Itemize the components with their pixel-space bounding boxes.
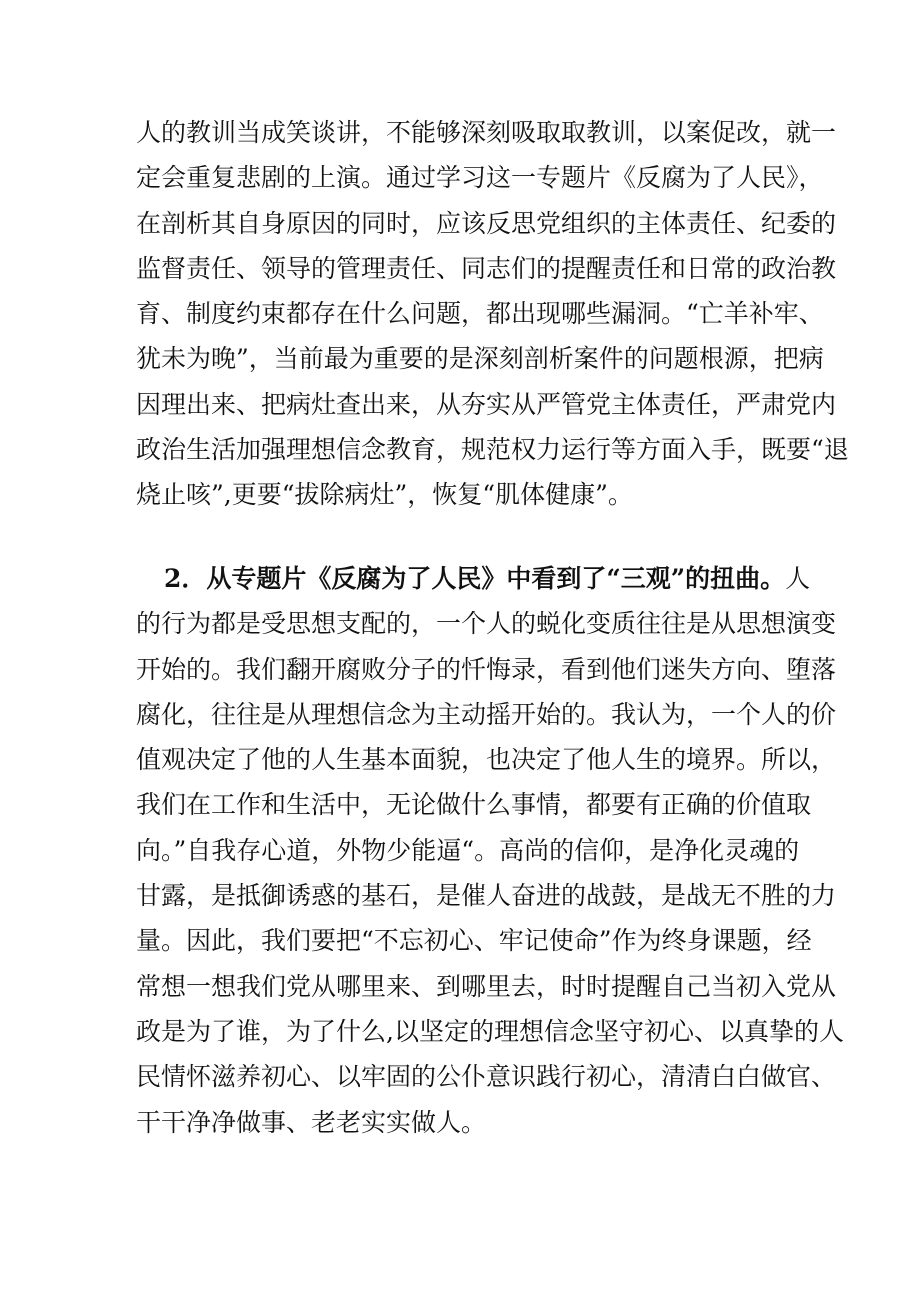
text-line: 烧止咳”,更要“拔除病灶”，恢复“肌体健康”。 xyxy=(136,480,633,510)
text-line: 定会重复悲剧的上演。通过学习这一专题片《反腐为了人民》， xyxy=(136,163,824,193)
text-line: 政治生活加强理想信念教育，规范权力运行等方面入手，既要“退 xyxy=(136,435,849,465)
text-line: 我们在工作和生活中，无论做什么事情，都要有正确的价值取 xyxy=(136,790,812,820)
paragraph-1 xyxy=(136,110,849,518)
paragraph-2 xyxy=(136,556,844,1145)
text-line: 开始的。我们翻开腐败分子的忏悔录，看到他们迷失方向、堕落 xyxy=(136,654,837,684)
text-line: 腐化，往往是从理想信念为主动摇开始的。我认为，一个人的价 xyxy=(136,699,837,729)
text-line: 干干净净做事、老老实实做人。 xyxy=(136,1107,487,1137)
paragraph-2-first-line xyxy=(136,556,811,601)
text-line: 监督责任、领导的管理责任、同志们的提醒责任和日常的政治教 xyxy=(136,253,837,283)
text-line: 育、制度约束都存在什么问题，都出现哪些漏洞。“亡羊补牢、 xyxy=(136,299,824,329)
text-line: 向。”自我存心道，外物少能逼“。高尚的信仰，是净化灵魂的 xyxy=(136,835,800,865)
text-line: 民情怀滋养初心、以牢固的公仆意识践行初心，清清白白做官、 xyxy=(136,1062,837,1092)
text-line: 常想一想我们党从哪里来、到哪里去，时时提醒自己当初入党从 xyxy=(136,971,837,1001)
text-line: 政是为了谁，为了什么,以坚定的理想信念坚守初心、以真挚的人 xyxy=(136,1016,844,1046)
text-line: 人的教训当成笑谈讲，不能够深刻吸取取教训，以案促改，就一 xyxy=(136,118,837,147)
section-heading: 2．从专题片《反腐为了人民》中看到了“三观”的扭曲。 xyxy=(164,564,786,593)
text-fragment: 人 xyxy=(785,564,811,593)
text-line: 在剖析其自身原因的同时，应该反思党组织的主体责任、纪委的 xyxy=(136,208,837,238)
text-line: 值观决定了他的人生基本面貌，也决定了他人生的境界。所以， xyxy=(136,745,837,775)
text-line: 犹未为晚”，当前最为重要的是深刻剖析案件的问题根源，把病 xyxy=(136,344,824,374)
text-line: 量。因此，我们要把“不忘初心、牢记使命”作为终身课题，经 xyxy=(136,926,812,956)
text-line: 甘露，是抵御诱惑的基石，是催人奋进的战鼓，是战无不胜的力 xyxy=(136,881,837,911)
text-line: 的行为都是受思想支配的，一个人的蜕化变质往往是从思想演变 xyxy=(136,609,837,639)
text-line: 因理出来、把病灶查出来，从夯实从严管党主体责任，严肃党内 xyxy=(136,389,837,419)
